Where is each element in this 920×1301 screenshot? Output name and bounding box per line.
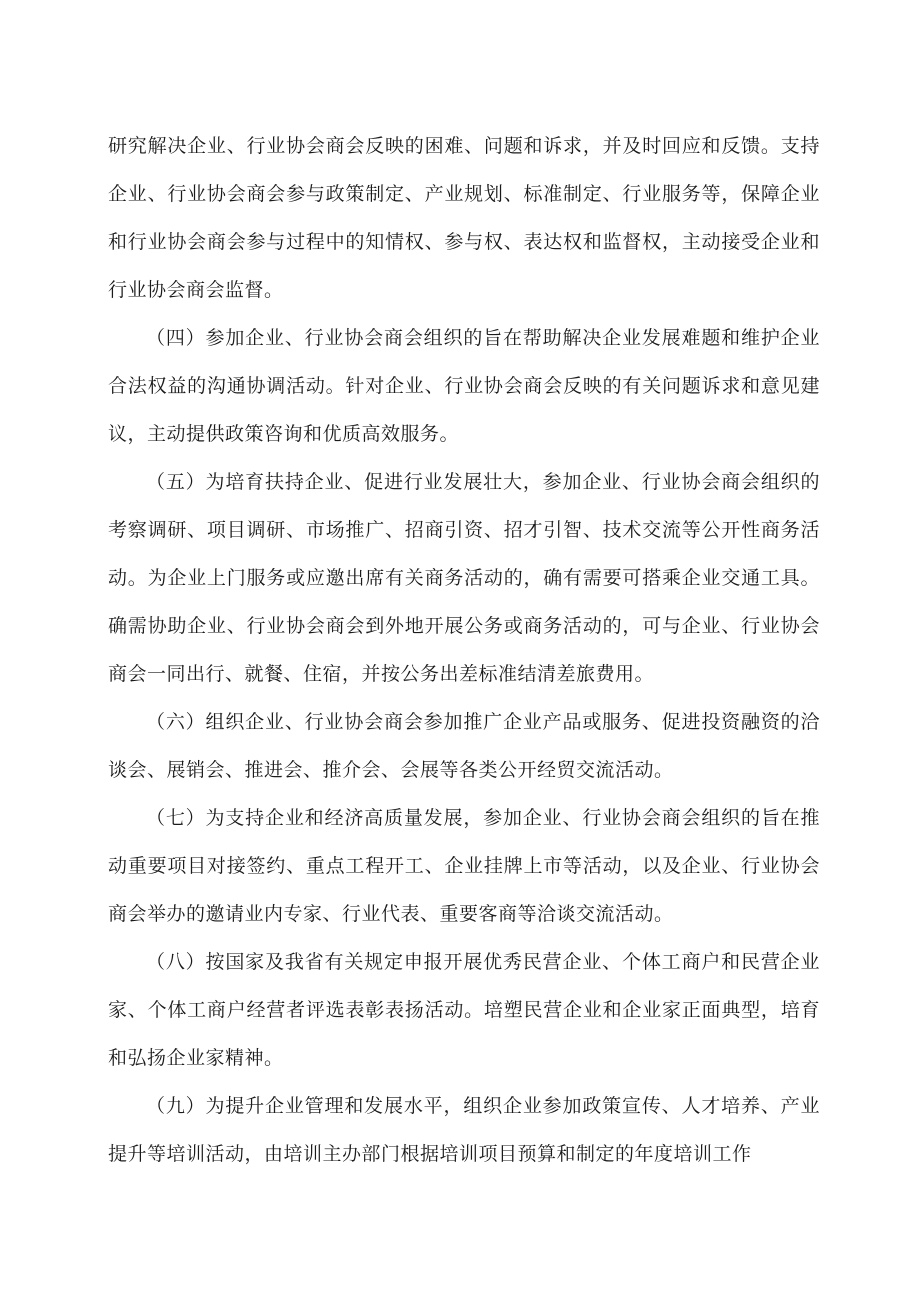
paragraph-item-4: （四）参加企业、行业协会商会组织的旨在帮助解决企业发展难题和维护企业合法权益的沟通协调活动。针对企业、行业协会商会反映的有关问题诉求和意见建议，主动提供政策咨询和优质高效服务。 bbox=[108, 327, 820, 445]
paragraph-item-5: （五）为培育扶持企业、促进行业发展壮大，参加企业、行业协会商会组织的考察调研、项目调研、市场推广、招商引资、招才引智、技术交流等公开性商务活动。为企业上门服务或应邀出席有关商务活动的，确有需要可搭乘企业交通工具。确需协助企业、行业协会商会到外地开展公务或商务活动的，可与企业、行业协会商会一同出行、就餐、住宿，并按公务出差标准结清差旅费用。 bbox=[108, 471, 820, 685]
paragraph-item-9: （九）为提升企业管理和发展水平，组织企业参加政策宣传、人才培养、产业提升等培训活动，由培训主办部门根据培训项目预算和制定的年度培训工作 bbox=[108, 1095, 820, 1165]
paragraph-continuation: 研究解决企业、行业协会商会反映的困难、问题和诉求，并及时回应和反馈。支持企业、行业协会商会参与政策制定、产业规划、标准制定、行业服务等，保障企业和行业协会商会参与过程中的知情权、参与权、表达权和监督权，主动接受企业和行业协会商会监督。 bbox=[108, 135, 820, 301]
paragraph-item-8: （八）按国家及我省有关规定申报开展优秀民营企业、个体工商户和民营企业家、个体工商户经营者评选表彰表扬活动。培塑民营企业和企业家正面典型，培育和弘扬企业家精神。 bbox=[108, 951, 820, 1069]
paragraph-item-6: （六）组织企业、行业协会商会参加推广企业产品或服务、促进投资融资的洽谈会、展销会、推进会、推介会、会展等各类公开经贸交流活动。 bbox=[108, 711, 820, 781]
paragraph-item-7: （七）为支持企业和经济高质量发展，参加企业、行业协会商会组织的旨在推动重要项目对接签约、重点工程开工、企业挂牌上市等活动，以及企业、行业协会商会举办的邀请业内专家、行业代表、重要客商等洽谈交流活动。 bbox=[108, 807, 820, 925]
document-body bbox=[108, 122, 820, 1178]
